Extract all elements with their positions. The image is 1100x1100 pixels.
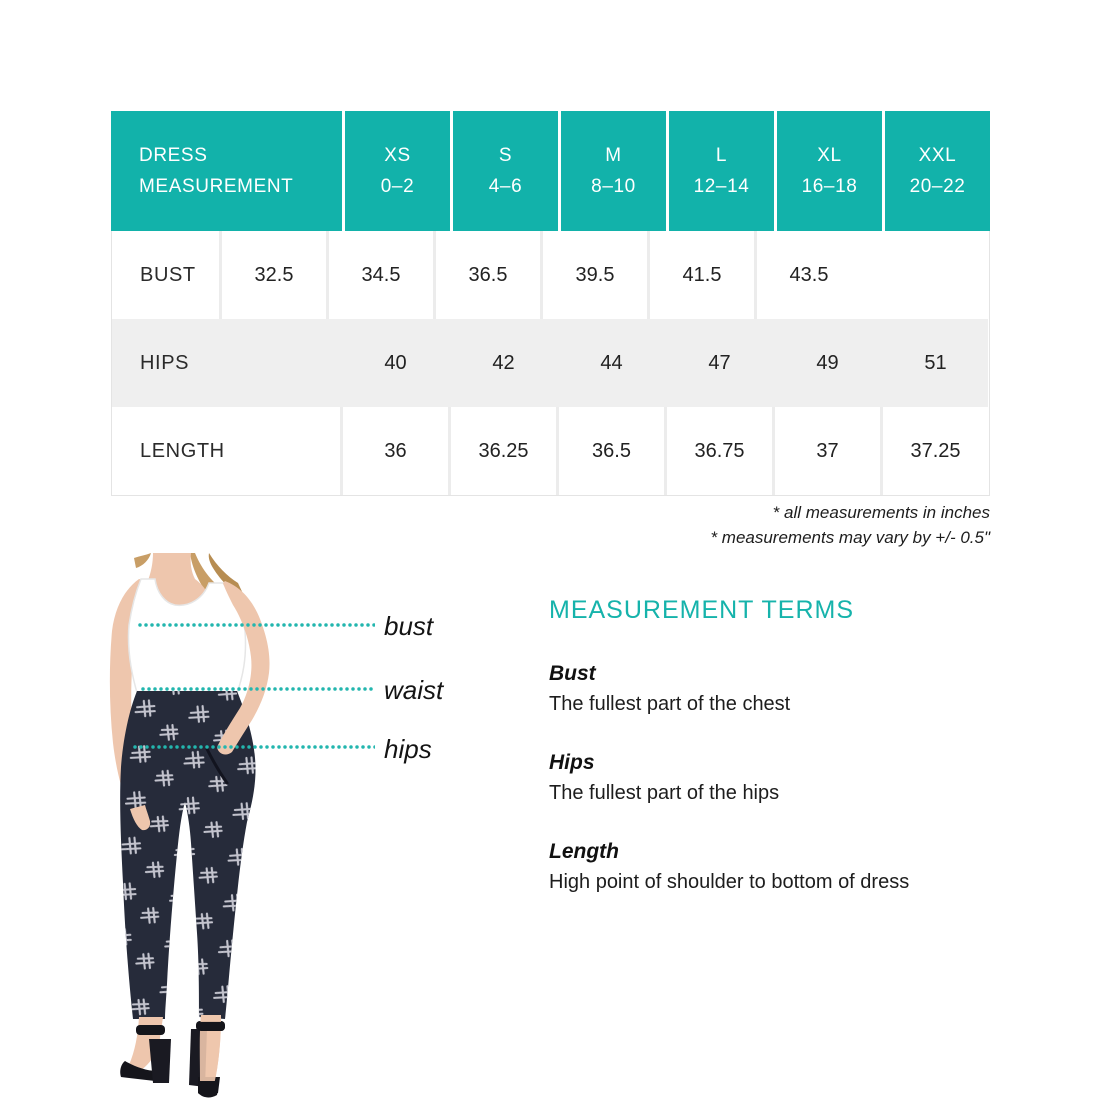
bust-value-xl: 41.5 [647,231,754,319]
bust-value-xs: 32.5 [219,231,326,319]
size-range: 16–18 [801,176,858,197]
waist-line-label: waist [384,675,444,705]
size-table-body [111,231,990,496]
length-value-xs: 36 [340,407,448,495]
size-label: XL [817,145,842,166]
size-range: 12–14 [693,176,750,197]
bust-value-xxl: 43.5 [754,231,861,319]
table-row-length [112,407,989,495]
hips-value-xl: 49 [772,319,880,407]
size-range: 0–2 [380,176,415,197]
term-description: High point of shoulder to bottom of dress [549,871,910,893]
size-label: XXL [918,145,957,166]
terms-heading: MEASUREMENT TERMS [549,596,855,624]
waist-measure-line [140,687,375,691]
term-description: The fullest part of the hips [549,782,780,804]
length-value-l: 36.75 [664,407,772,495]
bust-value-s: 34.5 [326,231,433,319]
hips-value-l: 47 [664,319,772,407]
shoes [120,1015,225,1097]
header-cell-l [666,111,774,231]
term-name: Length [549,840,619,863]
size-range: 4–6 [488,176,523,197]
hips-line-label: hips [384,734,432,764]
table-row-bust [112,231,989,319]
header-cell-m [558,111,666,231]
term-name: Bust [549,662,596,685]
header-cell-dress-measurement [111,111,342,231]
size-table [111,111,990,496]
hips-value-xs: 40 [340,319,448,407]
header-cell-xl [774,111,882,231]
footnote-inches: * all measurements in inches [772,503,990,522]
header-cell-s [450,111,558,231]
size-range: 20–22 [909,176,966,197]
size-range: 8–10 [591,176,636,197]
hips-value-m: 44 [556,319,664,407]
length-value-m: 36.5 [556,407,664,495]
table-title: DRESS MEASUREMENT [139,145,294,197]
size-label: XS [384,145,411,166]
length-value-xxl: 37.25 [880,407,988,495]
bust-value-l: 39.5 [540,231,647,319]
size-table-header-row [111,111,990,231]
measurement-terms-section [549,595,1019,928]
length-value-xl: 37 [772,407,880,495]
hips-value-s: 42 [448,319,556,407]
header-cell-xxl [882,111,990,231]
footnotes [111,500,990,550]
term-hips [549,750,1019,806]
model-photo [95,553,345,1100]
term-length [549,839,1019,895]
header-cell-xs [342,111,450,231]
row-label: HIPS [112,319,340,407]
hips-measure-line [132,745,375,749]
model-illustration [95,553,345,1100]
row-label: BUST [112,231,219,319]
term-description: The fullest part of the chest [549,693,791,715]
table-row-hips [112,319,989,407]
row-label: LENGTH [112,407,340,495]
length-value-s: 36.25 [448,407,556,495]
term-name: Hips [549,751,595,774]
hips-value-xxl: 51 [880,319,988,407]
size-label: S [498,145,513,166]
bust-line-label: bust [384,611,434,641]
bust-value-m: 36.5 [433,231,540,319]
footnote-variance: * measurements may vary by +/- 0.5" [710,528,990,547]
size-label: M [605,145,622,166]
bust-measure-line [137,623,375,627]
term-bust [549,661,1019,717]
size-label: L [715,145,728,166]
